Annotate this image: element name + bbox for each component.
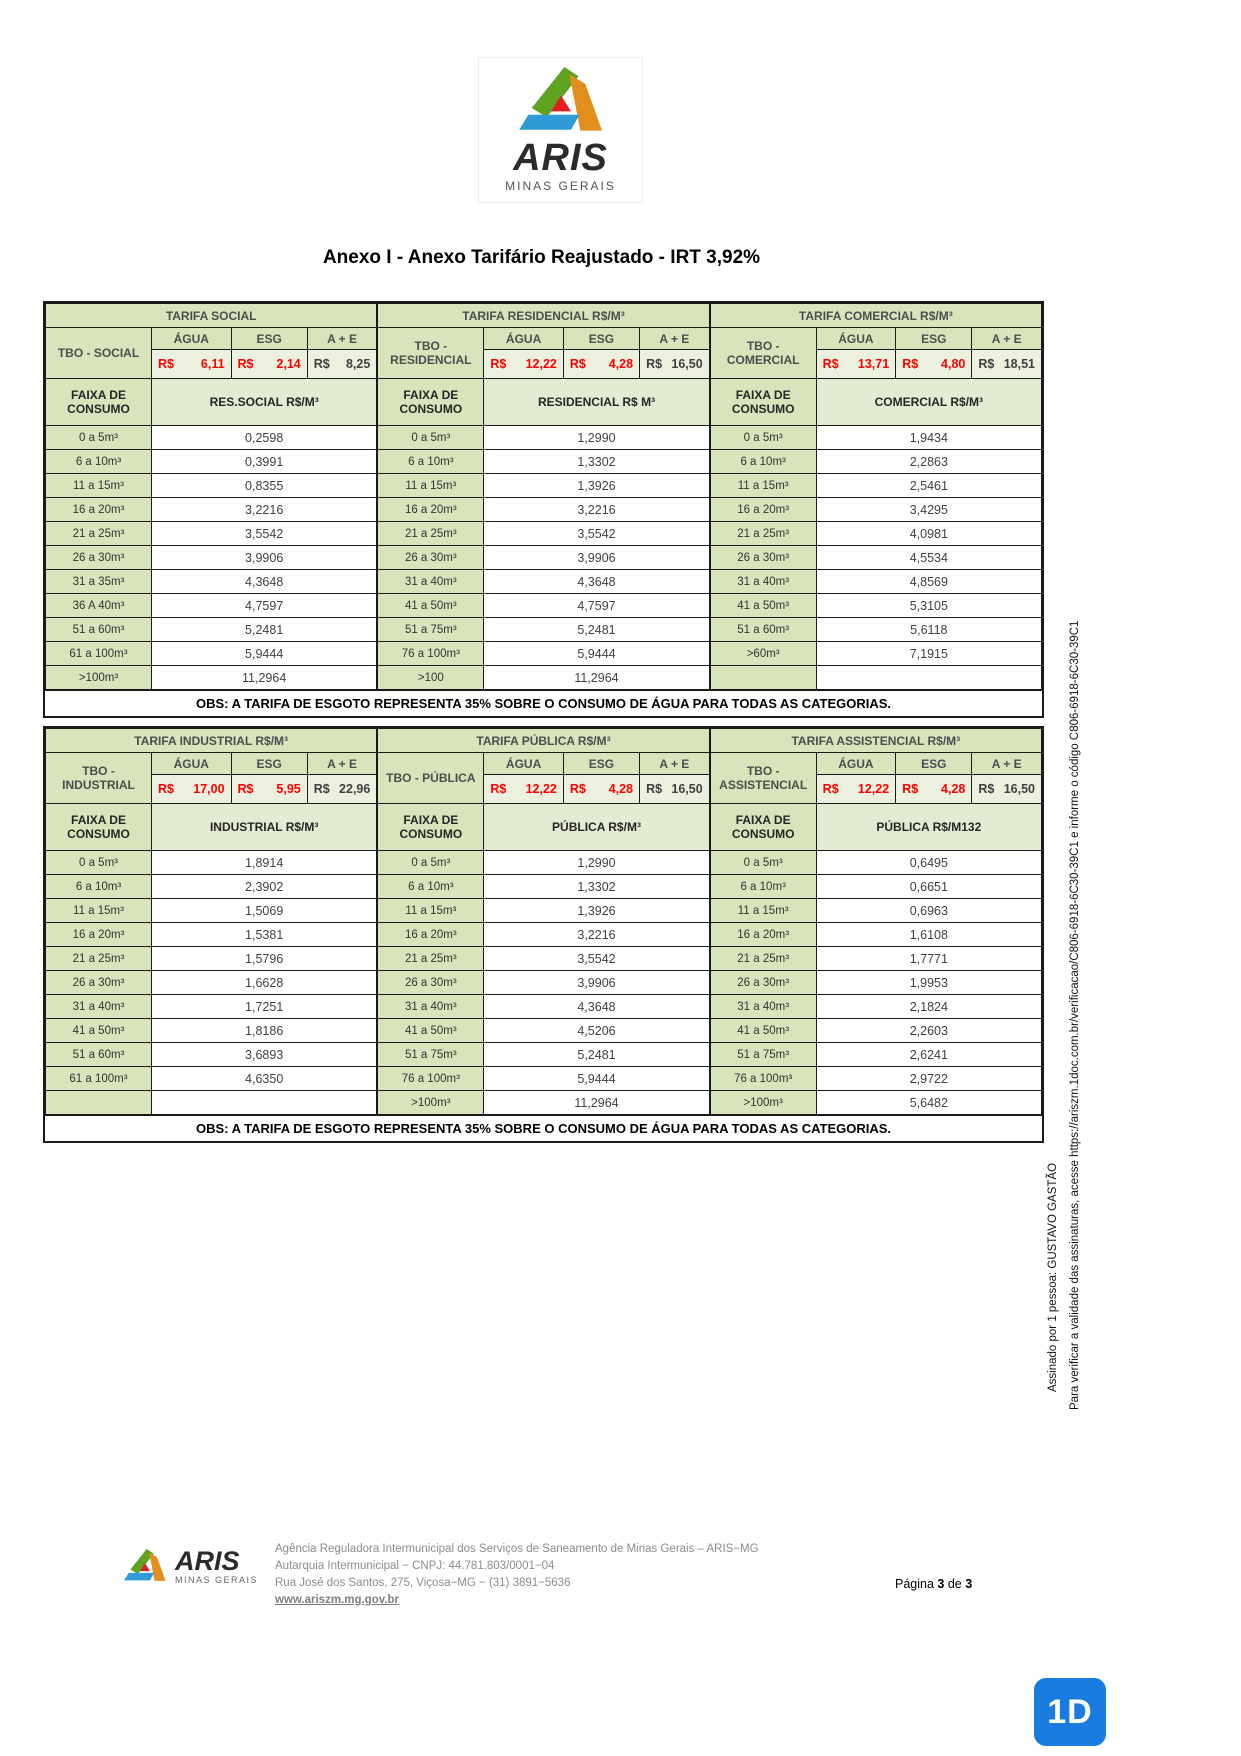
table-row: 11 a 15m³ 2,5461 <box>710 474 1041 498</box>
table2-sections <box>45 728 1042 1115</box>
value-header: PÚBLICA R$/M132 <box>816 804 1041 851</box>
obs-note: OBS: A TARIFA DE ESGOTO REPRESENTA 35% SOBRE O CONSUMO DE ÁGUA PARA TODAS AS CATEGORIAS. <box>45 690 1042 716</box>
table1-sections <box>45 303 1042 690</box>
faixa-header: FAIXA DE CONSUMO <box>46 379 152 426</box>
tbo-label: TBO - PÚBLICA <box>378 753 484 804</box>
table-row: 0 a 5m³ 0,6495 <box>710 851 1041 875</box>
section-residencial <box>377 303 709 690</box>
faixa-header: FAIXA DE CONSUMO <box>710 804 816 851</box>
value-header: PÚBLICA R$/M³ <box>484 804 709 851</box>
footer-org-line: Agência Reguladora Intermunicipal dos Serviços de Saneamento de Minas Gerais – ARIS−MG <box>275 1543 759 1555</box>
table-row: 51 a 75m³ 5,2481 <box>378 618 709 642</box>
table-row: 21 a 25m³ 3,5542 <box>378 947 709 971</box>
table-row: 21 a 25m³ 4,0981 <box>710 522 1041 546</box>
tbo-agua-value: R$ 6,11 <box>152 350 232 379</box>
col-header-esg: ESG <box>563 753 639 775</box>
footer-cnpj-line: Autarquia Intermunicipal − CNPJ: 44.781.803/0001−04 <box>275 1560 555 1572</box>
table-row: 51 a 75m³ 2,6241 <box>710 1043 1041 1067</box>
table-row: 21 a 25m³ 3,5542 <box>46 522 377 546</box>
aris-triangle-icon <box>519 67 603 139</box>
tbo-esg-value: R$ 5,95 <box>231 775 307 804</box>
tbo-agua-value: R$ 12,22 <box>816 775 896 804</box>
table-row: 51 a 75m³ 5,2481 <box>378 1043 709 1067</box>
tbo-ae-value: R$ 16,50 <box>640 775 710 804</box>
table-row: 41 a 50m³ 5,3105 <box>710 594 1041 618</box>
table-row: 31 a 35m³ 4,3648 <box>46 570 377 594</box>
section-title: TARIFA COMERCIAL R$/M³ <box>710 304 1041 328</box>
table-row: 21 a 25m³ 1,5796 <box>46 947 377 971</box>
table-row: 11 a 15m³ 0,8355 <box>46 474 377 498</box>
faixa-header: FAIXA DE CONSUMO <box>710 379 816 426</box>
col-header-agua: ÁGUA <box>816 753 896 775</box>
tbo-esg-value: R$ 4,28 <box>563 775 639 804</box>
section-social <box>45 303 377 690</box>
table-row: 16 a 20m³ 3,2216 <box>378 923 709 947</box>
table-row: 51 a 60m³ 5,2481 <box>46 618 377 642</box>
table-row: 31 a 40m³ 4,3648 <box>378 995 709 1019</box>
table-row: 16 a 20m³ 3,2216 <box>378 498 709 522</box>
section-title: TARIFA ASSISTENCIAL R$/M³ <box>710 729 1041 753</box>
col-header-esg: ESG <box>563 328 639 350</box>
table-row: 16 a 20m³ 3,4295 <box>710 498 1041 522</box>
table-row: 31 a 40m³ 4,3648 <box>378 570 709 594</box>
tariff-table-1 <box>43 301 1044 718</box>
faixa-header: FAIXA DE CONSUMO <box>378 379 484 426</box>
section-comercial <box>710 303 1042 690</box>
col-header-agua: ÁGUA <box>152 753 232 775</box>
table-row: 26 a 30m³ 3,9906 <box>46 546 377 570</box>
footer-aris-logo <box>124 1548 258 1585</box>
table-row: 6 a 10m³ 2,2863 <box>710 450 1041 474</box>
col-header-agua: ÁGUA <box>484 328 564 350</box>
tbo-agua-value: R$ 12,22 <box>484 775 564 804</box>
section-title: TARIFA RESIDENCIAL R$/M³ <box>378 304 709 328</box>
table-row: 6 a 10m³ 2,3902 <box>46 875 377 899</box>
tbo-agua-value: R$ 17,00 <box>152 775 232 804</box>
table-row: 26 a 30m³ 3,9906 <box>378 546 709 570</box>
table-row: 36 A 40m³ 4,7597 <box>46 594 377 618</box>
col-header-ae: A + E <box>640 328 710 350</box>
tbo-esg-value: R$ 2,14 <box>231 350 307 379</box>
col-header-ae: A + E <box>972 328 1042 350</box>
tbo-agua-value: R$ 13,71 <box>816 350 896 379</box>
table-row: 41 a 50m³ 4,7597 <box>378 594 709 618</box>
faixa-header: FAIXA DE CONSUMO <box>378 804 484 851</box>
table-row: 11 a 15m³ 0,6963 <box>710 899 1041 923</box>
table-row: 16 a 20m³ 1,6108 <box>710 923 1041 947</box>
table-row: 61 a 100m³ 5,9444 <box>46 642 377 666</box>
table-row: 51 a 60m³ 5,6118 <box>710 618 1041 642</box>
table-row: >100 11,2964 <box>378 666 709 690</box>
table-row: 16 a 20m³ 3,2216 <box>46 498 377 522</box>
col-header-esg: ESG <box>231 328 307 350</box>
value-header: RESIDENCIAL R$ M³ <box>484 379 709 426</box>
table-row: 11 a 15m³ 1,3926 <box>378 474 709 498</box>
table-row: 21 a 25m³ 1,7771 <box>710 947 1041 971</box>
col-header-agua: ÁGUA <box>484 753 564 775</box>
table-row: 41 a 50m³ 4,5206 <box>378 1019 709 1043</box>
tbo-ae-value: R$ 16,50 <box>972 775 1042 804</box>
col-header-ae: A + E <box>307 328 377 350</box>
footer-address-line: Rua José dos Santos, 275, Viçosa−MG − (31) 3891−5636 <box>275 1577 571 1589</box>
col-header-esg: ESG <box>896 753 972 775</box>
table-row: 16 a 20m³ 1,5381 <box>46 923 377 947</box>
table-row: 6 a 10m³ 1,3302 <box>378 875 709 899</box>
brand-name: ARIS <box>513 137 608 179</box>
table-row: >100m³ 11,2964 <box>378 1091 709 1115</box>
section-title: TARIFA SOCIAL <box>46 304 377 328</box>
table-row: >60m³ 7,1915 <box>710 642 1041 666</box>
table-row: 0 a 5m³ 1,2990 <box>378 426 709 450</box>
table-row: >100m³ 11,2964 <box>46 666 377 690</box>
table-row: 11 a 15m³ 1,5069 <box>46 899 377 923</box>
table-row: 11 a 15m³ 1,3926 <box>378 899 709 923</box>
brand-subtitle: MINAS GERAIS <box>175 1575 259 1585</box>
table-row: 51 a 60m³ 3,6893 <box>46 1043 377 1067</box>
table-row: 6 a 10m³ 0,6651 <box>710 875 1041 899</box>
col-header-ae: A + E <box>972 753 1042 775</box>
tbo-agua-value: R$ 12,22 <box>484 350 564 379</box>
table-row: 0 a 5m³ 1,2990 <box>378 851 709 875</box>
section-industrial <box>45 728 377 1115</box>
tariff-table-2 <box>43 726 1044 1143</box>
tbo-ae-value: R$ 8,25 <box>307 350 377 379</box>
table-row: 26 a 30m³ 1,6628 <box>46 971 377 995</box>
signature-verification-line: Para verificar a validade das assinaturas, acesse https://ariszm.1doc.com.br/verificacao/C806-6918-6C30-39C1 e informe o código C806-6918-6C30-39C1 <box>1069 620 1081 1410</box>
tbo-esg-value: R$ 4,80 <box>896 350 972 379</box>
brand-subtitle: MINAS GERAIS <box>505 179 616 193</box>
table-row: 61 a 100m³ 4,6350 <box>46 1067 377 1091</box>
col-header-agua: ÁGUA <box>152 328 232 350</box>
col-header-esg: ESG <box>231 753 307 775</box>
obs-note: OBS: A TARIFA DE ESGOTO REPRESENTA 35% SOBRE O CONSUMO DE ÁGUA PARA TODAS AS CATEGORIAS. <box>45 1115 1042 1141</box>
table-row: 76 a 100m³ 5,9444 <box>378 642 709 666</box>
section-title: TARIFA PÚBLICA R$/M³ <box>378 729 709 753</box>
table-row: 31 a 40m³ 4,8569 <box>710 570 1041 594</box>
tbo-label: TBO - ASSISTENCIAL <box>710 753 816 804</box>
table-row: 26 a 30m³ 1,9953 <box>710 971 1041 995</box>
aris-logo <box>478 57 643 203</box>
table-row: >100m³ 5,6482 <box>710 1091 1041 1115</box>
aris-triangle-icon <box>124 1549 166 1585</box>
brand-name: ARIS <box>175 1546 240 1576</box>
tbo-ae-value: R$ 16,50 <box>640 350 710 379</box>
col-header-esg: ESG <box>896 328 972 350</box>
table-row: 26 a 30m³ 3,9906 <box>378 971 709 995</box>
table-row: 21 a 25m³ 3,5542 <box>378 522 709 546</box>
tbo-ae-value: R$ 22,96 <box>307 775 377 804</box>
col-header-agua: ÁGUA <box>816 328 896 350</box>
table-row: 0 a 5m³ 1,9434 <box>710 426 1041 450</box>
table-row: 31 a 40m³ 2,1824 <box>710 995 1041 1019</box>
table-row: 0 a 5m³ 0,2598 <box>46 426 377 450</box>
value-header: RES.SOCIAL R$/M³ <box>152 379 377 426</box>
table-row: 26 a 30m³ 4,5534 <box>710 546 1041 570</box>
tbo-label: TBO - INDUSTRIAL <box>46 753 152 804</box>
page-title: Anexo I - Anexo Tarifário Reajustado - IRT 3,92% <box>322 247 761 268</box>
col-header-ae: A + E <box>640 753 710 775</box>
tbo-ae-value: R$ 18,51 <box>972 350 1042 379</box>
table-row: 6 a 10m³ 1,3302 <box>378 450 709 474</box>
tbo-label: TBO - RESIDENCIAL <box>378 328 484 379</box>
footer-info <box>275 1541 759 1609</box>
table-row: 6 a 10m³ 0,3991 <box>46 450 377 474</box>
value-header: COMERCIAL R$/M³ <box>816 379 1041 426</box>
table-row: 76 a 100m³ 2,9722 <box>710 1067 1041 1091</box>
table-row: 0 a 5m³ 1,8914 <box>46 851 377 875</box>
signature-line: Assinado por 1 pessoa: GUSTAVO GASTÃO <box>1047 1162 1059 1392</box>
1doc-logo: 1D <box>1034 1678 1106 1746</box>
tbo-esg-value: R$ 4,28 <box>896 775 972 804</box>
faixa-header: FAIXA DE CONSUMO <box>46 804 152 851</box>
section-title: TARIFA INDUSTRIAL R$/M³ <box>46 729 377 753</box>
table-row: 31 a 40m³ 1,7251 <box>46 995 377 1019</box>
table-row: 76 a 100m³ 5,9444 <box>378 1067 709 1091</box>
tbo-label: TBO - COMERCIAL <box>710 328 816 379</box>
col-header-ae: A + E <box>307 753 377 775</box>
table-row: 41 a 50m³ 1,8186 <box>46 1019 377 1043</box>
section-publica <box>377 728 709 1115</box>
footer-website-link[interactable]: www.ariszm.mg.gov.br <box>275 1594 399 1606</box>
value-header: INDUSTRIAL R$/M³ <box>152 804 377 851</box>
page-number: Página 3 de 3 <box>895 1577 973 1591</box>
table-row: 41 a 50m³ 2,2603 <box>710 1019 1041 1043</box>
table-row <box>710 666 1041 690</box>
tbo-label: TBO - SOCIAL <box>46 328 152 379</box>
section-assistencial <box>710 728 1042 1115</box>
tbo-esg-value: R$ 4,28 <box>563 350 639 379</box>
table-row <box>46 1091 377 1115</box>
